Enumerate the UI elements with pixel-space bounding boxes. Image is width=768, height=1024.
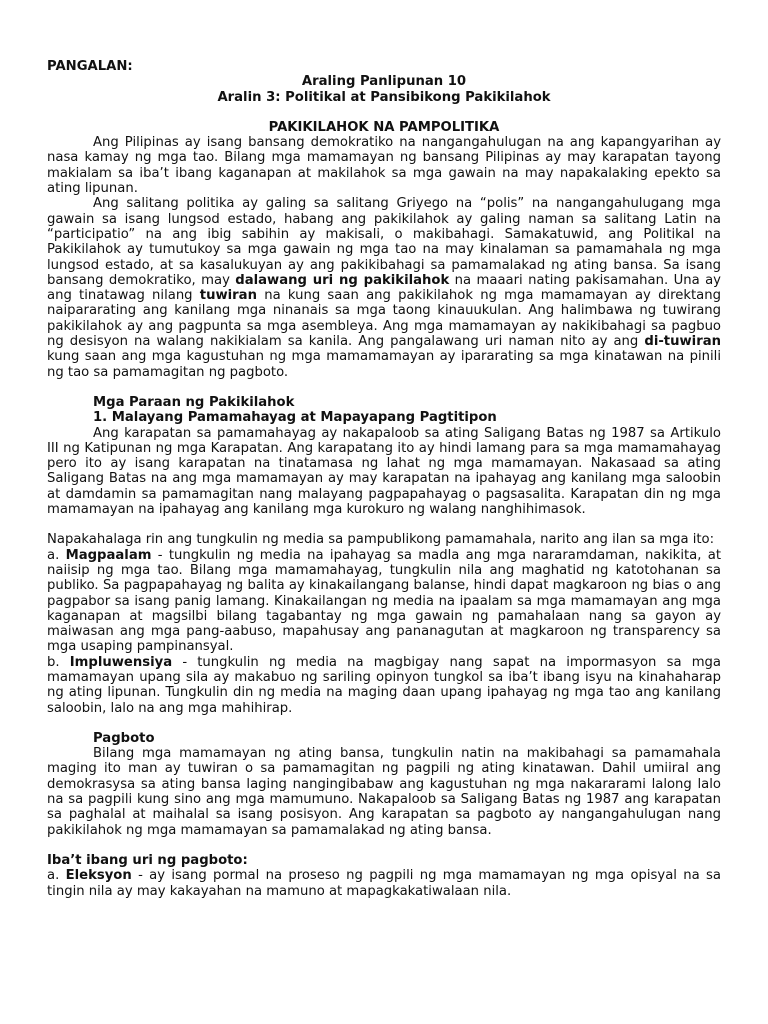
bold-term: dalawang uri ng pakikilahok bbox=[235, 272, 450, 288]
subsection-title: 1. Malayang Pamamahayag at Mapayapang Pagtitipon bbox=[93, 410, 497, 426]
section-title-paraan: Mga Paraan ng Pakikilahok bbox=[93, 394, 295, 410]
bold-term: tuwiran bbox=[199, 288, 257, 304]
list-marker: a. bbox=[47, 547, 66, 563]
paragraph: Ang Pilipinas ay isang bansang demokratiko na nangangahulugan na ang kapangyarihan ay nasa kamay ng mga tao. Bilang mga mamamayan ng bansang Pilipinas ay may karapatan tayong makialam sa iba’t ibang kaganapan at makilahok sa mga gawain na may napakalaking epekto sa ating lipunan. bbox=[47, 135, 721, 197]
lesson-title: Aralin 3: Politikal at Pansibikong Pakikilahok bbox=[217, 89, 551, 105]
paragraph: Bilang mga mamamayan ng ating bansa, tungkulin natin na makibahagi sa pamamahala maging ito man ay tuwiran o sa pamamagitan ng pagpili ng ating kinatawan. Dahil umiiral ang demokrasysa sa ating bansa laging nangingibabaw ang kagustuhan ng mga nakararami lalong lalo na sa pagpili kung sino ang mga mamumuno. Nakapaloob sa Saligang Batas ng 1987 ang karapatan sa paghalal at maihalal sa isang posisyon. Ang karapatan sa pagboto ay nangangahulugan nang pakikilahok ng mga mamamayan sa pamamalakad ng ating bansa. bbox=[47, 746, 721, 838]
bold-term: Magpaalam bbox=[65, 547, 152, 563]
paragraph: Napakahalaga rin ang tungkulin ng media sa pampublikong pamamahala, narito ang ilan sa mga ito: bbox=[47, 532, 715, 548]
section-title-uri-ng-pagboto: Iba’t ibang uri ng pagboto: bbox=[47, 852, 248, 868]
paragraph bbox=[47, 196, 721, 380]
text-run: Ang salitang politika ay galing sa salitang Griyego na “polis” na nangangahulugang mga gawain sa isang lungsod estado, habang ang pakikilahok ay galing naman sa salitang Latin na “participatio” na ang ibig sabihin ay makisali, o makibahagi. Samakatuwid, ang Politikal na Pakikilahok ay tumutukoy sa mga gawain ng mga tao na may kinalaman sa pamamahala ng mga lungsod estado, at sa kasalukuyan ay ang pakikibahagi sa pamamalakad ng ating bansa. Sa isang bansang demokratiko, may bbox=[47, 196, 721, 288]
text-run: kung saan ang mga kagustuhan ng mga mamamamayan ay ipararating sa mga kinatawan na pinili ng tao sa pamamagitan ng pagboto. bbox=[47, 349, 721, 380]
subject-title: Araling Panlipunan 10 bbox=[301, 74, 467, 90]
text-run: na kung saan ang pakikilahok ng mga mamamayan ay direktang naipararating ang kanilang mga ninanais sa mga taong kinauukulan. Ang halimbawa ng tuwirang pakikilahok ay ang pagpunta sa mga asembleya. Ang mga mamamayan ay nakikibahagi sa pagbuo ng desisyon na walang nakikialam sa kanila. Ang pangalawang uri naman nito ay ang bbox=[47, 288, 721, 350]
spacer bbox=[47, 716, 721, 731]
text-run: na maaari nating pakisamahan. Una ay ang tinatawag nilang bbox=[47, 272, 721, 304]
section-title-pagboto: Pagboto bbox=[93, 730, 155, 746]
list-item bbox=[47, 655, 721, 716]
text-run: - tungkulin ng media na magbigay nang sapat na impormasyon sa mga mamamayan upang sila ay makabuo ng sariling opinyon tungkol sa iba’t ibang isyu na kinahaharap ng ating lipunan. Tungkulin din ng media na maging daan upang ipahayag ng mga tao ang kanilang saloobin, lalo na ang mga mahihirap. bbox=[47, 654, 721, 716]
text-run: - tungkulin ng media na ipahayag sa madla ang mga nararamdaman, nakikita, at naiisip ng mga tao. Bilang mga mamamahayag, tungkulin nila ang maghatid ng katotohanan sa publiko. Sa pagpapahayag ng balita ay kinakailangang balanse, hindi dapat magkaroon ng bias o ang pagpabor sa isang panig lamang. Kinakailangan ng media na ipaalam sa mga mamamayan ang mga kaganapan at magsilbi bilang tagabantay ng mga gawain ng pamahalaan nang sa gayon ay maiwasan ang mga pang-aabuso, mapahusay ang pananagutan at magkaroon ng transparency sa mga usaping pampinansyal. bbox=[47, 547, 721, 655]
bold-term: di-tuwiran bbox=[644, 334, 721, 350]
name-label: PANGALAN: bbox=[47, 59, 133, 74]
bold-term: Eleksyon bbox=[65, 868, 132, 884]
bold-term: Impluwensiya bbox=[69, 654, 173, 670]
paragraph: Ang karapatan sa pamamahayag ay nakapaloob sa ating Saligang Batas ng 1987 sa Artikulo III ng Katipunan ng mga Karapatan. Ang karapatang ito ay hindi lamang para sa mga mamamahayag pero ito ay isang karapatan na tinatamasa ng lahat ng mga mamamayan. Nakasaad sa ating Saligang Batas na ang mga mamamayan ay may karapatan na ipahayag ang kanilang mga saloobin at damdamin sa pamamagitan nang malayang pagpapahayag o pagsasalita. Karapatan din ng mga mamamayan na ipahayag ang kanilang mga kurokuro ng walang nanghihimasok. bbox=[47, 425, 721, 518]
list-item bbox=[47, 548, 721, 655]
spacer bbox=[47, 517, 721, 532]
list-marker: b. bbox=[47, 654, 70, 670]
list-marker: a. bbox=[47, 868, 66, 884]
section-title-pampolitika: PAKIKILAHOK NA PAMPOLITIKA bbox=[268, 119, 500, 135]
text-run: - ay isang pormal na proseso ng pagpili ng mga mamamayan ng mga opisyal na sa tingin nila ay may kakayahan na mamuno at mapagkakatiwalaan nila. bbox=[47, 868, 722, 899]
spacer bbox=[47, 838, 721, 853]
spacer bbox=[47, 380, 721, 395]
list-item bbox=[47, 868, 721, 899]
